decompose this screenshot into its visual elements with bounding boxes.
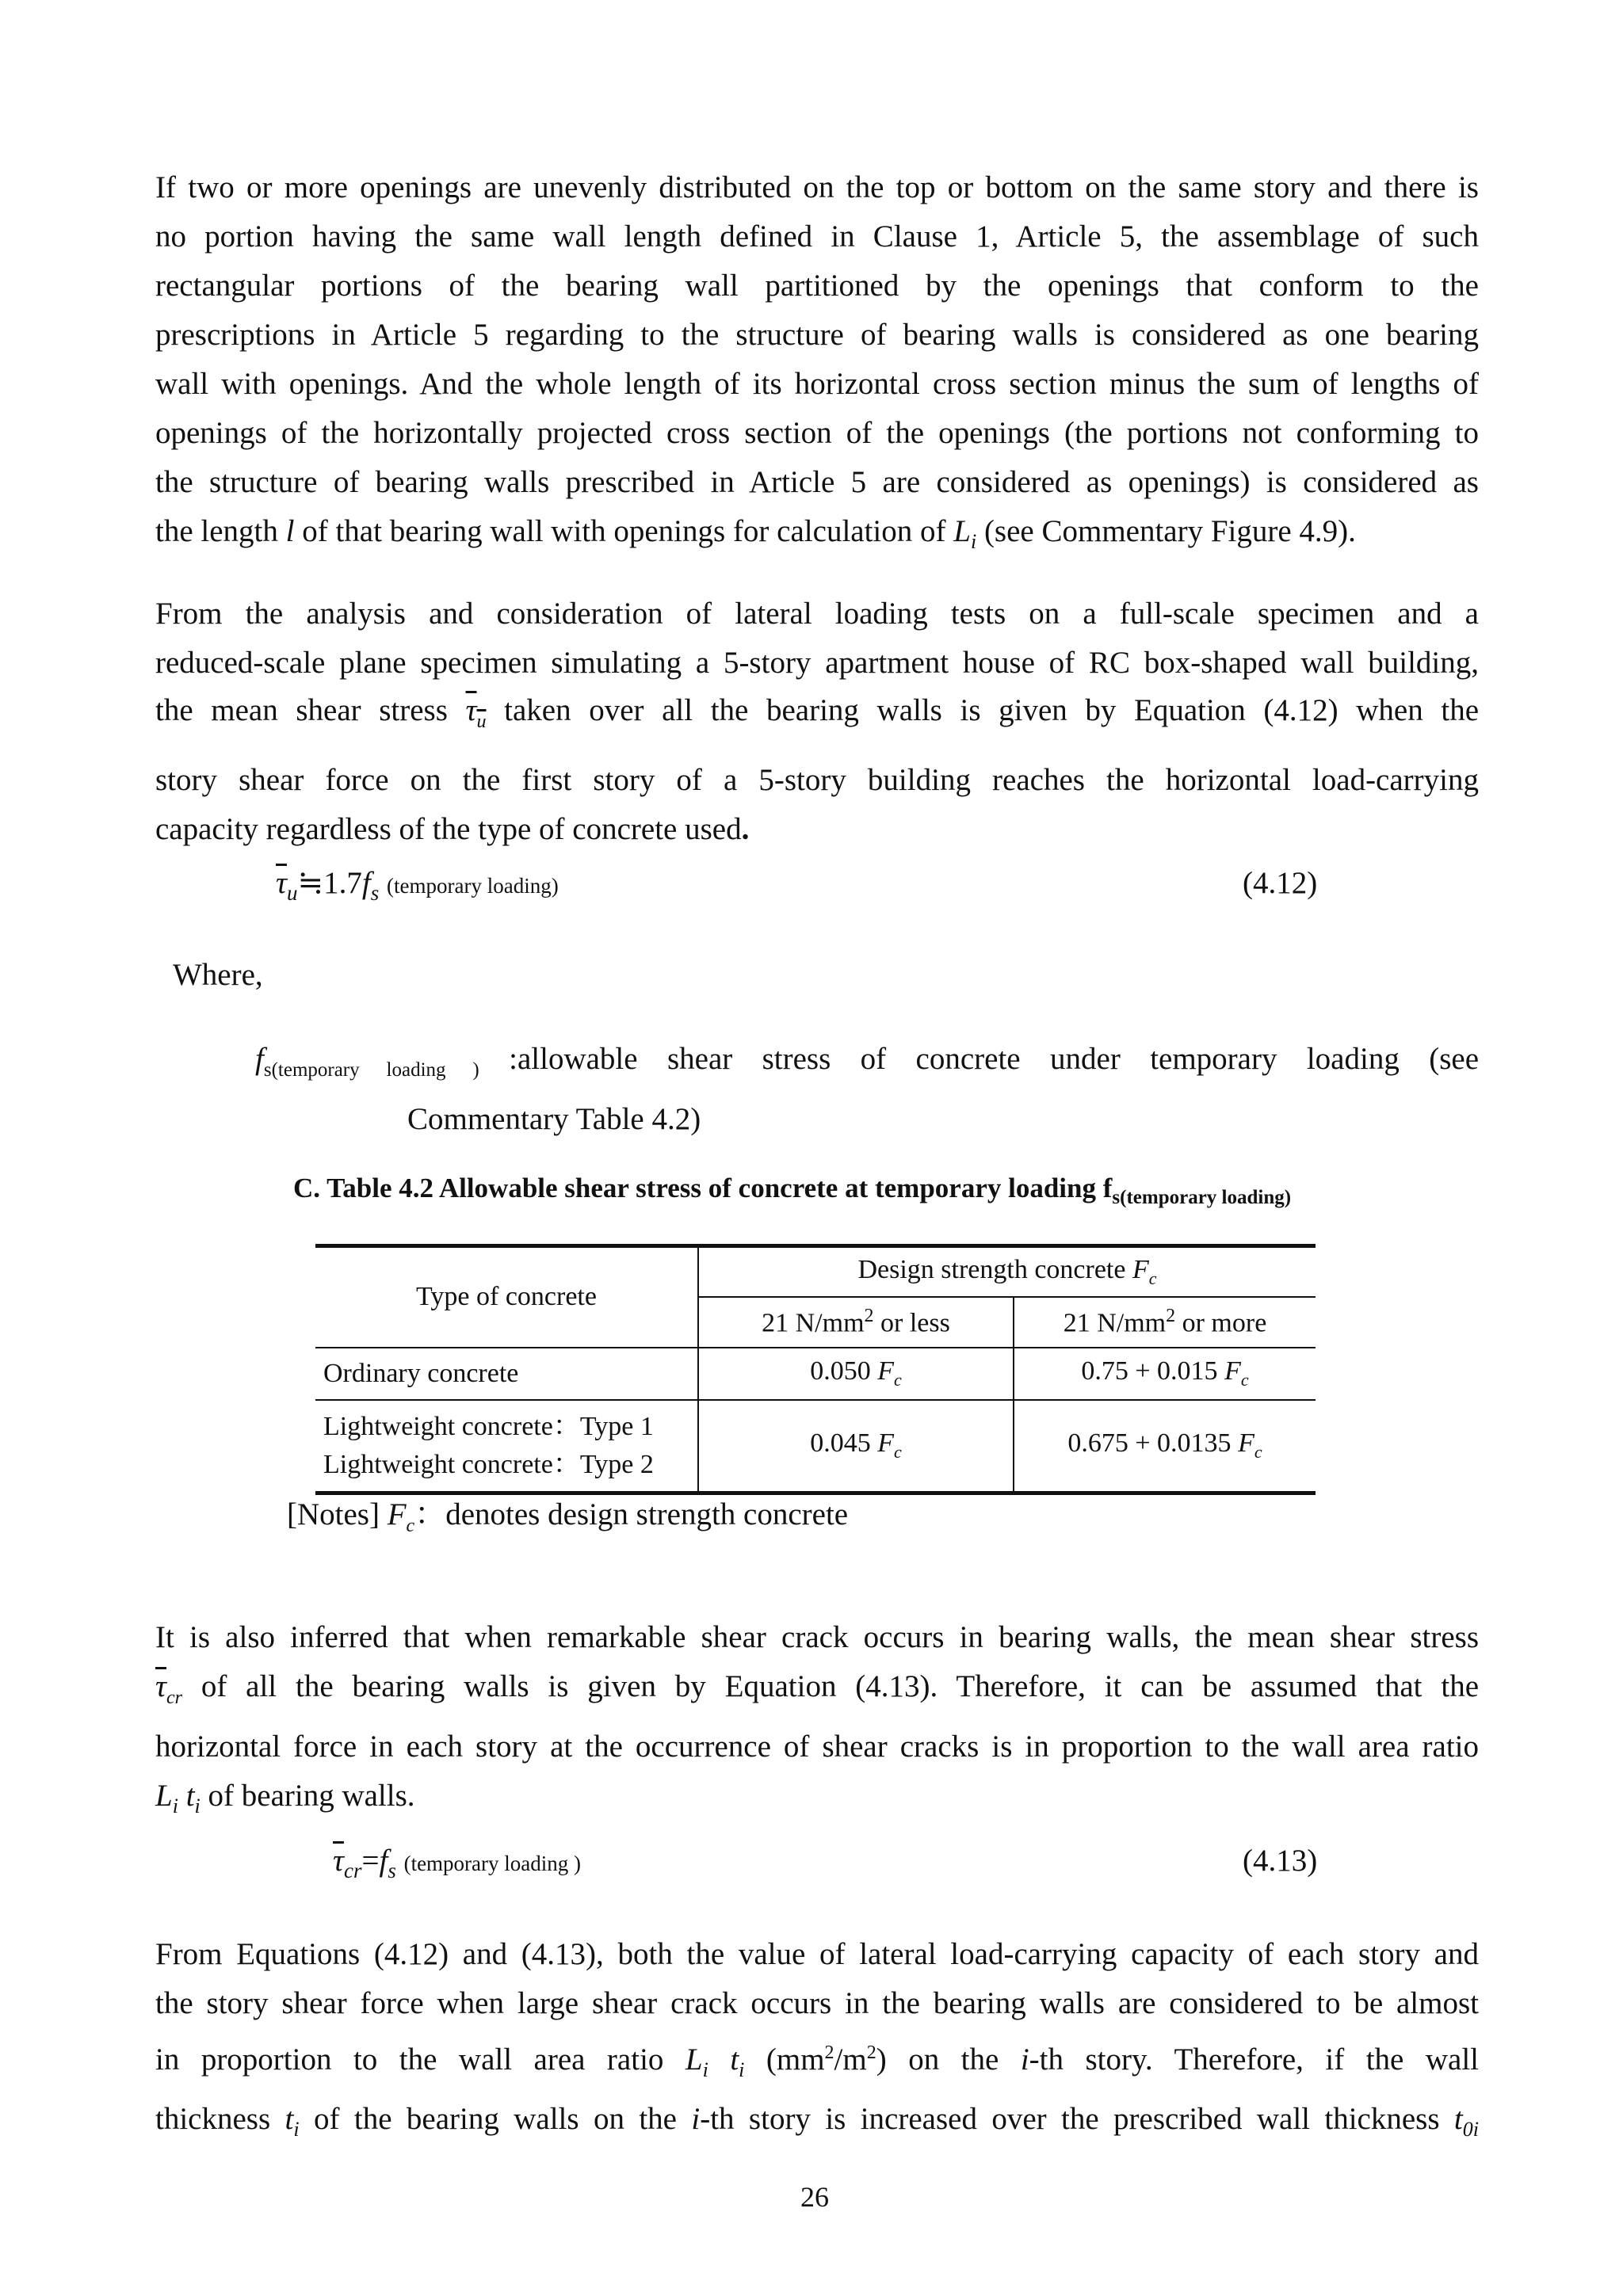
- text-line: reduced-scale plane specimen simulating a 5-story apartment house of RC box-shaped wall building,: [155, 646, 1479, 680]
- table-caption: C. Table 4.2 Allowable shear stress of concrete at temporary loading $f_{s(temporary loading)}$: [293, 1173, 1292, 1208]
- symbol-tau-u: $\tau_u$: [465, 693, 487, 732]
- text-line: prescriptions in Article 5 regarding to the structure of bearing walls is considered as one bearing: [155, 318, 1479, 352]
- text-line: $L_i$ $t_i$ of bearing walls.: [155, 1778, 415, 1817]
- symbol-Li: $L_i$: [953, 514, 977, 553]
- page-number: 26: [800, 2181, 829, 2213]
- header-design-strength: Design strength concrete $F_c$: [698, 1246, 1316, 1297]
- table-row: Lightweight concrete：Type 1 Lightweight concrete：Type 2 0.045 $F_c$ 0.675 + 0.0135 $F_c$: [315, 1400, 1316, 1493]
- paragraph-shear-crack: [155, 1613, 1479, 1831]
- text-line: horizontal force in each story at the occurrence of shear cracks is in proportion to the wall area ratio: [155, 1729, 1479, 1764]
- table-row: Ordinary concrete 0.050 $F_c$ 0.75 + 0.015 $F_c$: [315, 1348, 1316, 1400]
- symbol-tau: $\overline{\tau}$: [276, 866, 287, 900]
- text-line: no portion having the same wall length defined in Clause 1, Article 5, the assemblage of such: [155, 219, 1479, 254]
- text-line: From Equations (4.12) and (4.13), both the value of lateral load-carrying capacity of each story and: [155, 1937, 1479, 1971]
- text-line: thickness $t_i$ of the bearing walls on the i-th story is increased over the prescribed wall thickness $t_{0i}$: [155, 2101, 1479, 2141]
- text-line: It is also inferred that when remarkable shear crack occurs in bearing walls, the mean shear stress: [155, 1620, 1479, 1654]
- equation-4-13: $\overline{\tau}_{cr}=f_s$ (temporary loading ): [333, 1844, 582, 1882]
- equation-4-12: $\overline{\tau}_u≒1.7f_s$ (temporary loading): [276, 866, 559, 905]
- fs-definition: $f_{s(temporary loading )}$ :allowable shear stress of concrete under temporary loading (see Commentary Table 4.2): [255, 1042, 1480, 1136]
- text-line: wall with openings. And the whole length of its horizontal cross section minus the sum of lengths of: [155, 367, 1479, 401]
- text-line: $\overline{\tau}_{cr}$ of all the bearing walls is given by Equation (4.13). Therefore, it can be assumed that the: [155, 1669, 1480, 1708]
- text-line: the story shear force when large shear crack occurs in the bearing walls are considered to be almost: [155, 1986, 1479, 2020]
- text-line: story shear force on the first story of a 5-story building reaches the horizontal load-carrying: [155, 762, 1479, 797]
- paragraph-openings: [155, 163, 1479, 566]
- where-label: Where,: [173, 958, 263, 992]
- text-line: rectangular portions of the bearing wall partitioned by the openings that conform to the: [155, 269, 1479, 303]
- paragraph-analysis: [155, 589, 1479, 854]
- paragraph-conclusion: [155, 1930, 1479, 2154]
- text-line: the structure of bearing walls prescribed in Article 5 are considered as openings) is considered as: [155, 465, 1479, 499]
- text-line: capacity regardless of the type of concrete used.: [155, 811, 750, 846]
- text-line: [155, 507, 1479, 566]
- text-line: the mean shear stress $\tau_u$ taken over all the bearing walls is given by Equation (4.12) when the: [155, 693, 1479, 732]
- allowable-shear-table: [315, 1244, 1316, 1495]
- symbol-l: l: [285, 514, 295, 548]
- table-notes: [Notes] $F_c$：denotes design strength concrete: [287, 1497, 849, 1536]
- text-run: the length: [155, 514, 286, 548]
- text-line: If two or more openings are unevenly distributed on the top or bottom on the same story and there is: [155, 170, 1479, 204]
- text-run: of that bearing wall with openings for calculation of: [294, 514, 954, 548]
- text-line: From the analysis and consideration of lateral loading tests on a full-scale specimen and a: [155, 597, 1479, 631]
- text-line: in proportion to the wall area ratio $L_i$ $t_i$ $(mm^2/m^2)$ on the i-th story. Therefore, if the wall: [155, 2042, 1479, 2081]
- text-line: openings of the horizontally projected cross section of the openings (the portions not conforming to: [155, 416, 1479, 450]
- text-run: (see Commentary Figure 4.9).: [976, 514, 1356, 548]
- equation-number: (4.13): [1243, 1844, 1318, 1878]
- header-21-or-less: 21 $N/mm^2$ or less: [698, 1297, 1014, 1348]
- equation-number: (4.12): [1243, 866, 1318, 900]
- header-type: Type of concrete: [315, 1246, 698, 1348]
- header-21-or-more: 21 $N/mm^2$ or more: [1014, 1297, 1316, 1348]
